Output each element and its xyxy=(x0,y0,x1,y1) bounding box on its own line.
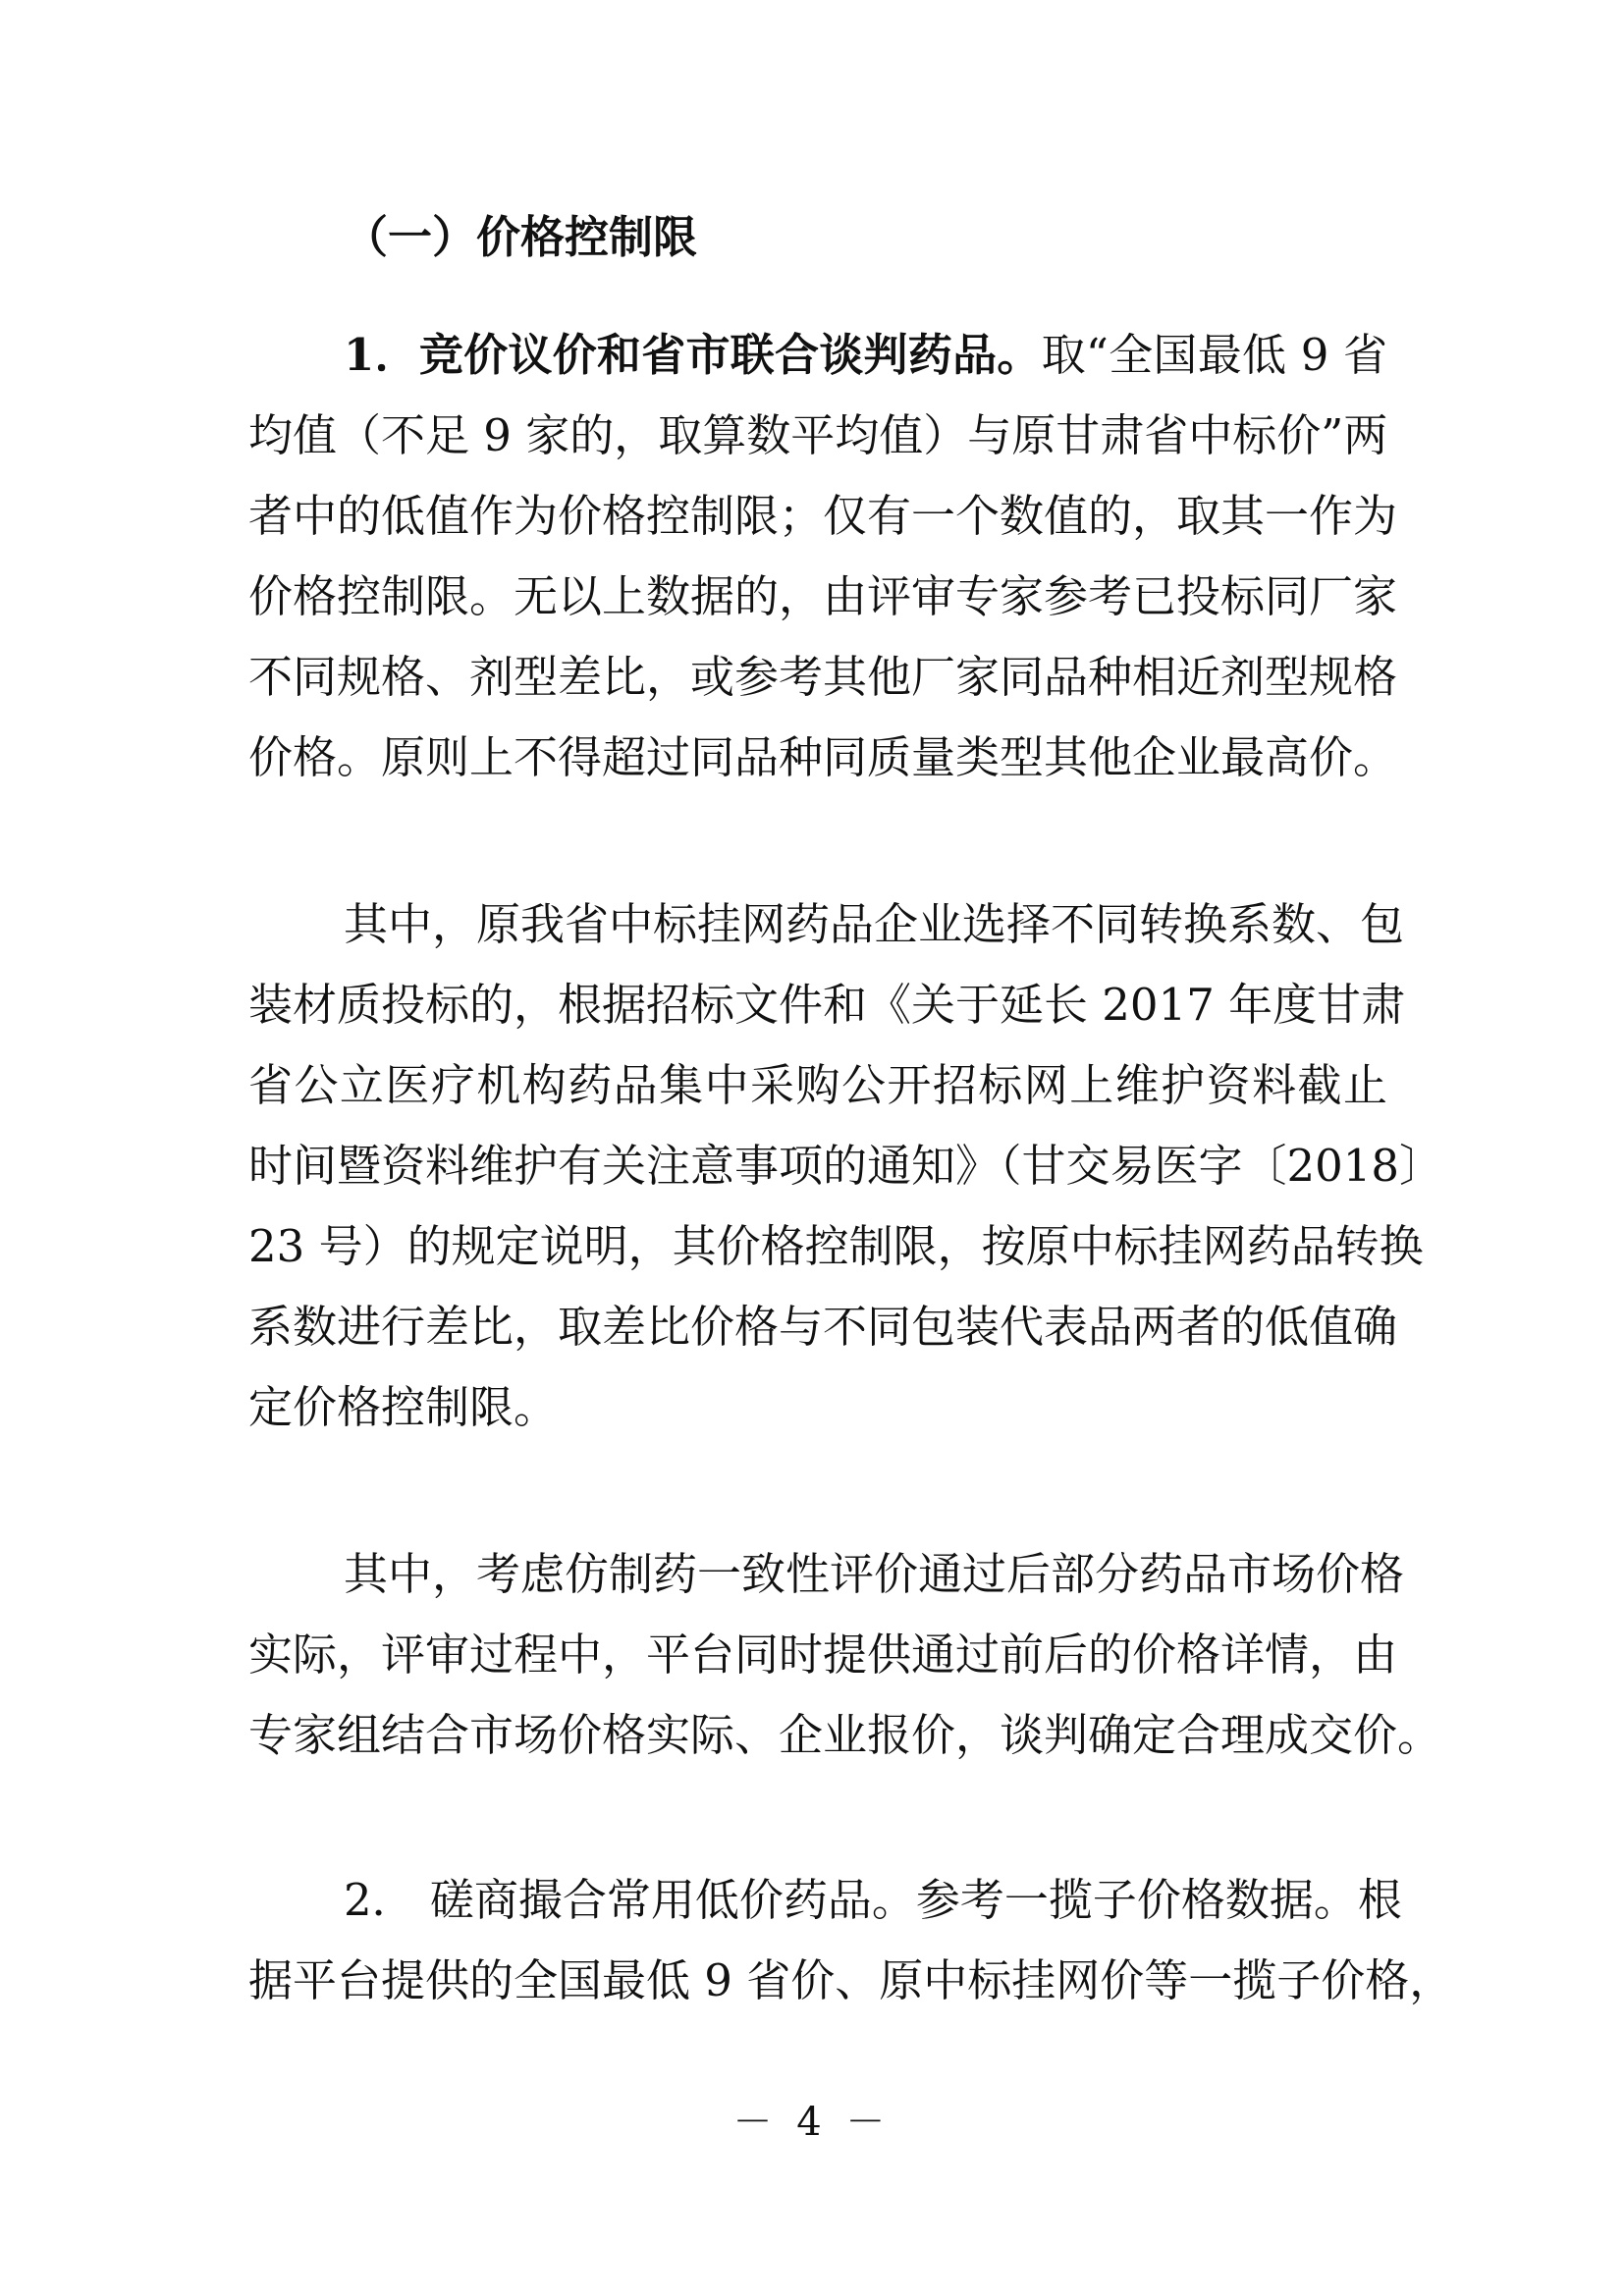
paragraph-3-line: 实际，评审过程中，平台同时提供通过前后的价格详情，由 xyxy=(248,1629,1398,1681)
paragraph-3-first-line: 其中，考虑仿制药一致性评价通过后部分药品市场价格 xyxy=(344,1548,1405,1600)
item-1-lead: 1．竞价议价和省市联合谈判药品。 xyxy=(344,329,1042,381)
section-heading: （一）价格控制限 xyxy=(344,211,698,263)
item-1-first-line xyxy=(344,326,1387,385)
item-1-line: 价格控制限。无以上数据的，由评审专家参考已投标同厂家 xyxy=(248,570,1398,622)
paragraph-2-line: 省公立医疗机构药品集中采购公开招标网上维护资料截止 xyxy=(248,1059,1387,1111)
item-2-line: 据平台提供的全国最低 9 省价、原中标挂网价等一揽子价格， xyxy=(248,1954,1454,2006)
item-1-line: 价格。原则上不得超过同品种同质量类型其他企业最高价。 xyxy=(248,731,1398,783)
paragraph-2-line: 系数进行差比，取差比价格与不同包装代表品两者的低值确 xyxy=(248,1301,1398,1353)
paragraph-2-first-line: 其中，原我省中标挂网药品企业选择不同转换系数、包 xyxy=(344,898,1405,950)
paragraph-2-line: 定价格控制限。 xyxy=(248,1381,559,1433)
paragraph-2-line: 装材质投标的，根据招标文件和《关于延长 2017 年度甘肃 xyxy=(248,979,1406,1031)
item-1-line-1-rest: 取“全国最低 9 省 xyxy=(1041,329,1387,381)
page-number: － 4 － xyxy=(732,2100,892,2145)
paragraph-3-line: 专家组结合市场价格实际、企业报价，谈判确定合理成交价。 xyxy=(248,1709,1442,1761)
item-1-line: 者中的低值作为价格控制限；仅有一个数值的，取其一作为 xyxy=(248,490,1398,542)
item-2-first-line: 2． 磋商撮合常用低价药品。参考一揽子价格数据。根 xyxy=(344,1874,1402,1926)
item-1-line: 不同规格、剂型差比，或参考其他厂家同品种相近剂型规格 xyxy=(248,651,1398,703)
paragraph-2-line: 时间暨资料维护有关注意事项的通知》（甘交易医字〔2018〕 xyxy=(248,1140,1444,1192)
paragraph-2-line: 23 号）的规定说明，其价格控制限，按原中标挂网药品转换 xyxy=(248,1220,1424,1272)
item-1-line: 均值（不足 9 家的，取算数平均值）与原甘肃省中标价”两 xyxy=(248,409,1388,461)
